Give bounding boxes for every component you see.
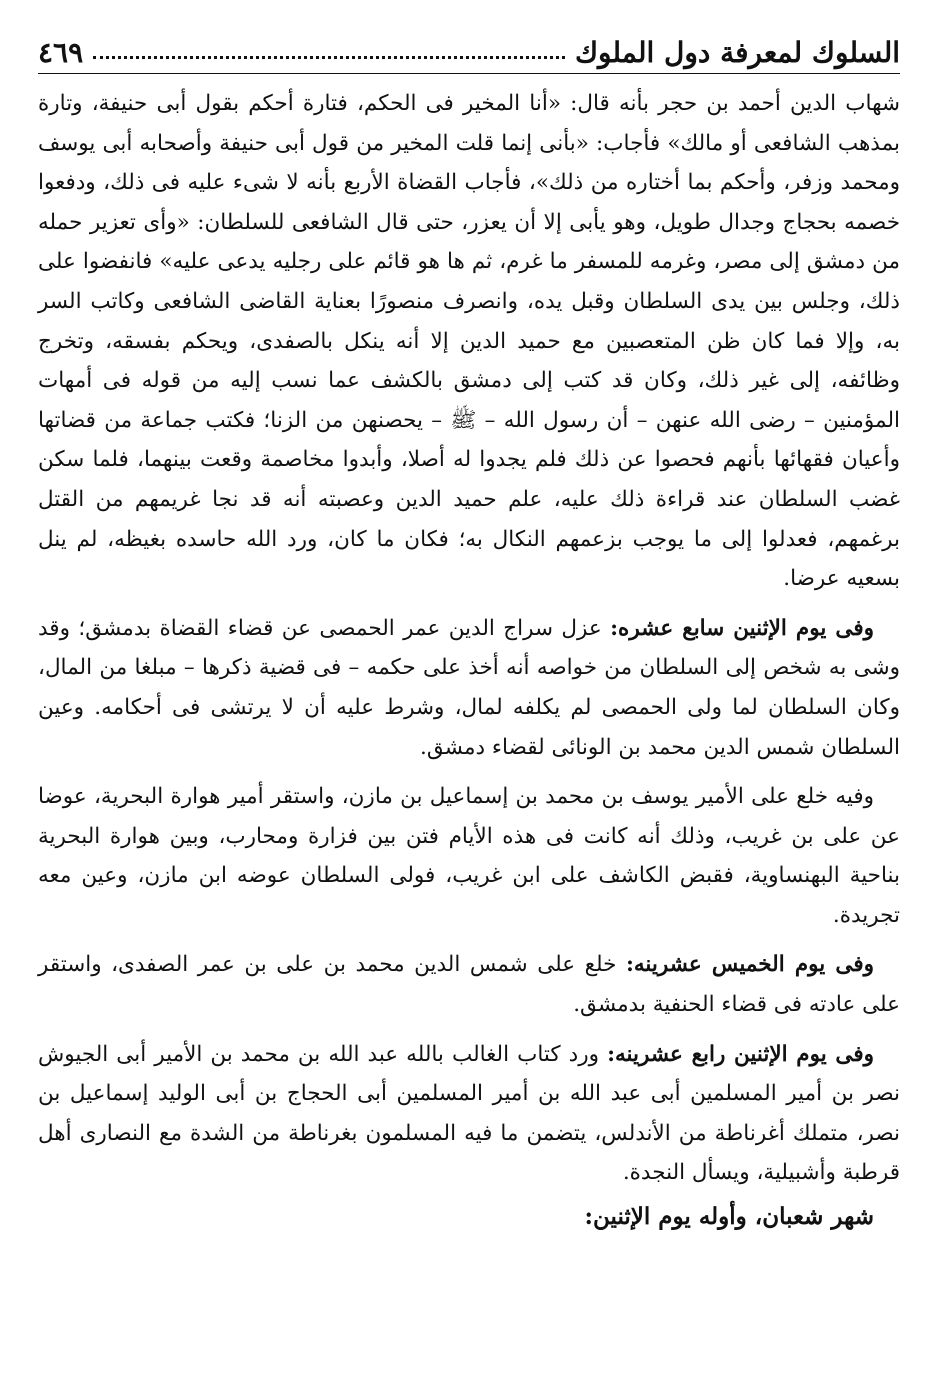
paragraph-text: شهاب الدين أحمد بن حجر بأنه قال: «أنا المخير فى الحكم، فتارة أحكم بقول أبى حنيفة، وتارة بمذهب الشافعى أو مالك» فأجاب: «بأنى إنما قلت المخير من قول أبى حنيفة وأصحابه أبى يوسف ومحمد وزفر، وأحكم بما أختاره من ذلك»، فأجاب القضاة الأربع بأنه لا شىء عليه فى ذلك، ودفعوا خصمه بحجاج وجدال طويل، وهو يأبى إلا أن يعزر، حتى قال الشافعى للسلطان: «وأى تعزير حمله من دمشق إلى مصر، وغرمه للمسفر ما غرم، ثم ها هو قائم على رجليه يدعى عليه» فانفضوا على ذلك، وجلس بين يدى السلطان وقبل يده، وانصرف منصورًا بعناية القاضى الشافعى وكاتب السر به، وإلا فما كان ظن المتعصبين مع حميد الدين إلا أنه ينكل بالصفدى، ويحكم بفسقه، وتخرج وظائفه، إلى غير ذلك، وكان قد كتب إلى دمشق بالكشف عما نسب إليه من قوله فى أمهات المؤمنين – رضى الله عنهن – أن رسول الله – ﷺ – يحصنهن من الزنا؛ فكتب جماعة من قضاتها وأعيان فقهائها بأنهم فحصوا عن ذلك فلم يجدوا له أصلا، وأبدوا مخاصمة وقعت بينهما، فلما سكن غضب السلطان عند قراءة ذلك عليه، علم حميد الدين وعصبته أنه قد نجا غريمهم من القتل برغمهم، فعدلوا إلى ما يوجب بزعمهم النكال به؛ فكان ما كان، ورد الله حاسده بغيظه، لم ينل بسعيه عرضا. [38, 91, 900, 592]
paragraph-3 [38, 777, 900, 935]
running-header [38, 22, 900, 74]
page-number: ٤٦٩ [38, 36, 84, 69]
paragraph-5 [38, 1035, 900, 1193]
paragraph-text: خلع على شمس الدين محمد بن على بن عمر الصفدى، واستقر على عادته فى قضاء الحنفية بدمشق. [38, 952, 900, 1018]
paragraph-2 [38, 609, 900, 767]
paragraph-date-lead: وفى يوم الخميس عشرينه: [625, 952, 874, 978]
paragraph-text: عزل سراج الدين عمر الحمصى عن قضاء القضاة بدمشق؛ وقد وشى به شخص إلى السلطان من خواصه أنه أخذ على حكمه – فى قضية ذكرها – مبلغا من المال، وكان السلطان لما ولى الحمصى لم يكلفه لمال، وشرط عليه أن لا يرتشى فى أحكامه. وعين السلطان شمس الدين محمد بن الونائى لقضاء دمشق. [38, 615, 900, 760]
paragraph-date-lead: وفى يوم الإثنين سابع عشره: [610, 615, 874, 641]
paragraph-date-lead: وفى يوم الإثنين رابع عشرينه: [607, 1041, 874, 1067]
paragraph-4 [38, 945, 900, 1024]
paragraph-text: وفيه خلع على الأمير يوسف بن محمد بن إسماعيل بن مازن، واستقر أمير هوارة البحرية، عوضا عن على بن غريب، وذلك أنه كانت فى هذه الأيام فتن بين فزارة ومحارب، وبين هوارة البحرية بناحية البهنساوية، فقبض الكاشف على ابن غريب، فولى السلطان عوضه ابن مازن، وعين معه تجريدة. [38, 784, 900, 928]
paragraph-text: ورد كتاب الغالب بالله عبد الله بن محمد بن الأمير أبى الجيوش نصر بن أمير المسلمين أبى عبد الله بن أمير المسلمين أبى الحجاج بن أبى الوليد إسماعيل بن نصر، متملك أغرناطة من الأندلس، يتضمن ما فيه المسلمون بغرناطة من الشدة مع النصارى أهل قرطبة وأشبيلية، ويسأل النجدة. [38, 1041, 900, 1186]
header-leader-dots [93, 56, 565, 59]
month-heading: شهر شعبان، وأوله يوم الإثنين: [584, 1203, 874, 1231]
page-body [38, 84, 900, 1230]
book-title: السلوك لمعرفة دول الملوك [574, 36, 900, 69]
paragraph-1 [38, 84, 900, 599]
book-page [38, 22, 900, 1362]
